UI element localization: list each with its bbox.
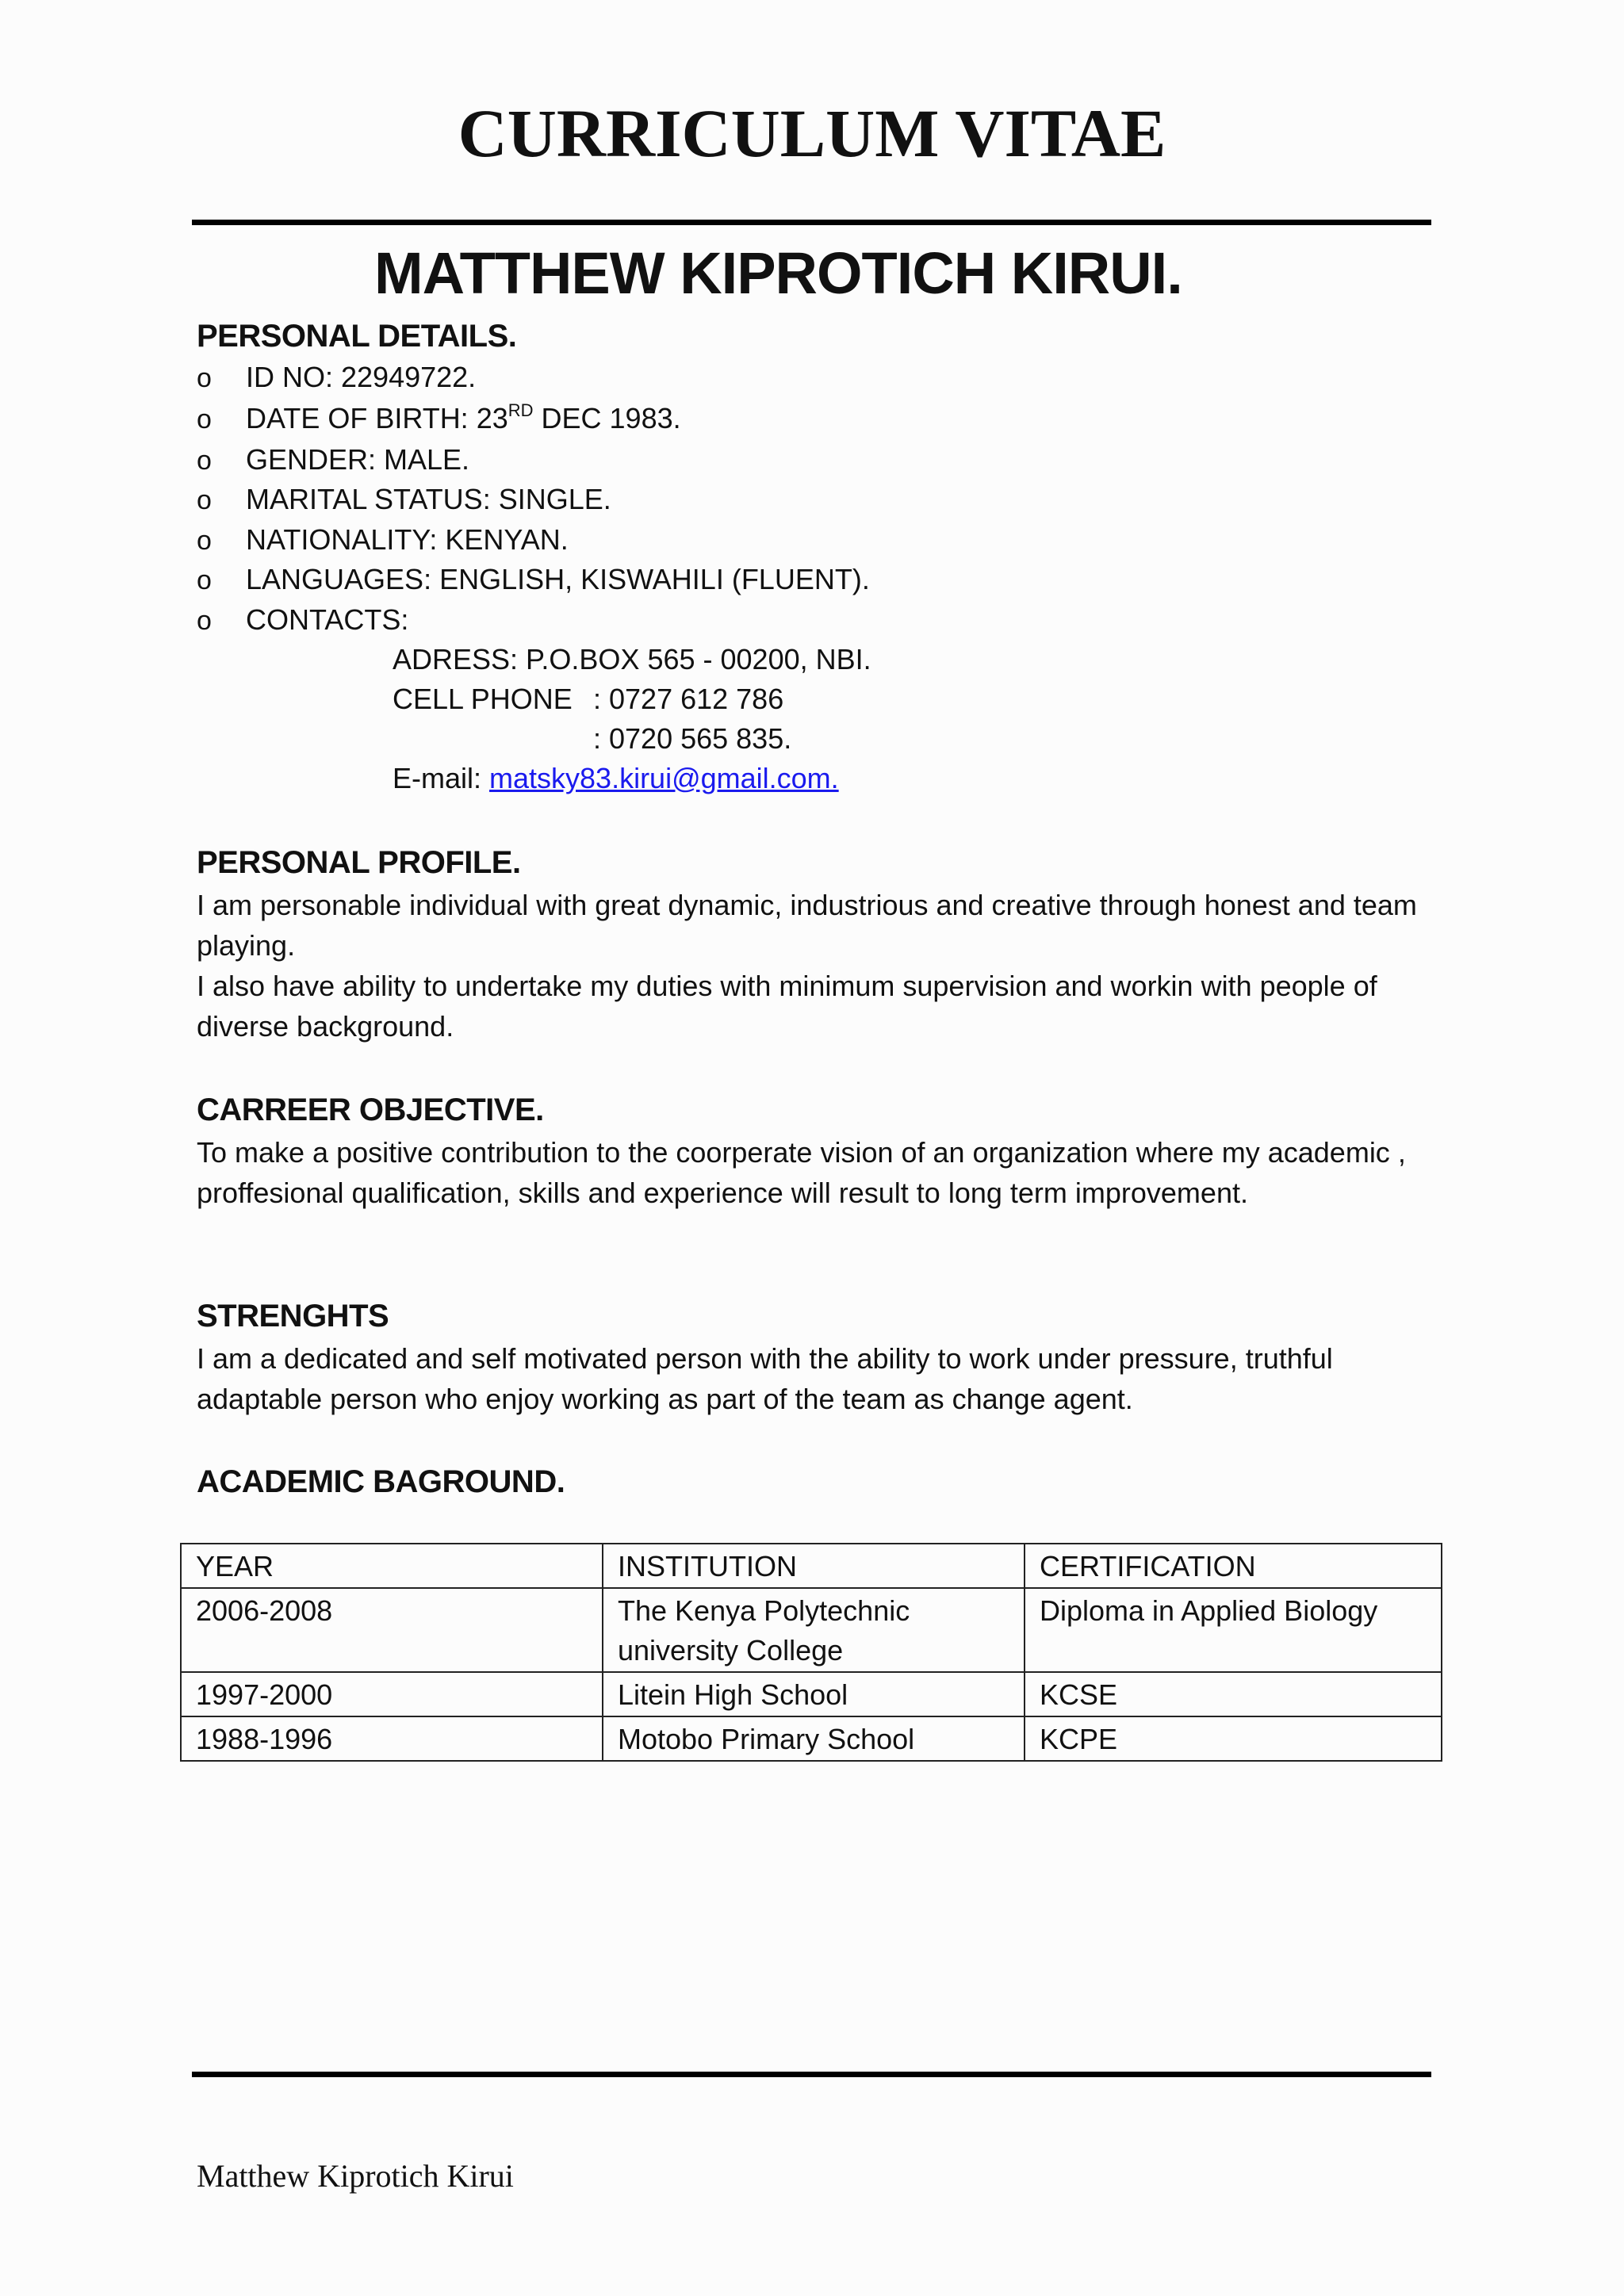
document-title: CURRICULUM VITAE bbox=[458, 95, 1166, 171]
table-header-row bbox=[181, 1544, 1442, 1588]
detail-nationality bbox=[197, 520, 569, 561]
contact-address: ADRESS: P.O.BOX 565 - 00200, NBI. bbox=[393, 643, 871, 675]
table-cell-institution: The Kenya Polytechnic university College bbox=[603, 1588, 1025, 1672]
personal-profile-heading: PERSONAL PROFILE. bbox=[197, 845, 521, 880]
nationality-text: NATIONALITY: KENYAN. bbox=[246, 523, 569, 556]
career-objective-heading: CARREER OBJECTIVE. bbox=[197, 1093, 544, 1127]
bullet-icon: o bbox=[197, 606, 212, 636]
table-row bbox=[181, 1588, 1442, 1672]
table-cell-year: 2006-2008 bbox=[181, 1588, 603, 1672]
detail-marital-status bbox=[197, 480, 611, 520]
dob-suffix: DEC 1983. bbox=[533, 402, 681, 434]
academic-heading: ACADEMIC BAGROUND. bbox=[197, 1464, 565, 1499]
career-objective-text: To make a positive contribution to the coorperate vision of an organization where my academic , proffesional qualification, skills and experience will result to long term improvement. bbox=[197, 1136, 1406, 1209]
email-label: E-mail: bbox=[393, 762, 490, 794]
email-link[interactable]: matsky83.kirui@gmail.com. bbox=[489, 762, 839, 794]
profile-paragraph-2: I also have ability to undertake my duties with minimum supervision and workin with people of diverse background. bbox=[197, 970, 1377, 1043]
bullet-icon: o bbox=[197, 404, 212, 434]
languages-text: LANGUAGES: ENGLISH, KISWAHILI (FLUENT). bbox=[246, 563, 870, 595]
candidate-name: MATTHEW KIPROTICH KIRUI. bbox=[374, 240, 1182, 306]
detail-date-of-birth bbox=[197, 399, 681, 439]
gender-text: GENDER: MALE. bbox=[246, 443, 470, 476]
bullet-icon: o bbox=[197, 446, 212, 476]
bullet-icon: o bbox=[197, 363, 212, 393]
table-cell-year: 1997-2000 bbox=[181, 1672, 603, 1716]
personal-details-heading: PERSONAL DETAILS. bbox=[197, 319, 517, 354]
marital-status-text: MARITAL STATUS: SINGLE. bbox=[246, 483, 611, 515]
detail-id-no bbox=[197, 358, 476, 398]
footer-divider bbox=[192, 2072, 1431, 2077]
header-divider bbox=[192, 220, 1431, 225]
column-header-institution: INSTITUTION bbox=[603, 1544, 1025, 1588]
academic-table bbox=[180, 1543, 1442, 1762]
table-cell-certification: KCSE bbox=[1025, 1672, 1442, 1716]
detail-contacts bbox=[197, 600, 408, 641]
table-cell-certification: Diploma in Applied Biology bbox=[1025, 1588, 1442, 1672]
career-objective-body bbox=[197, 1132, 1450, 1213]
table-cell-year: 1988-1996 bbox=[181, 1716, 603, 1761]
table-row bbox=[181, 1716, 1442, 1761]
contact-cell-label: CELL PHONE bbox=[393, 683, 573, 715]
bullet-icon: o bbox=[197, 565, 212, 595]
profile-paragraph-1: I am personable individual with great dynamic, industrious and creative through honest and team playing. bbox=[197, 889, 1417, 962]
strengths-text: I am a dedicated and self motivated person with the ability to work under pressure, truthful adaptable person who enjoy working as part of the team as change agent. bbox=[197, 1342, 1333, 1415]
column-header-year: YEAR bbox=[181, 1544, 603, 1588]
table-row bbox=[181, 1672, 1442, 1716]
bullet-icon: o bbox=[197, 526, 212, 556]
bullet-icon: o bbox=[197, 485, 212, 515]
strengths-heading: STRENGHTS bbox=[197, 1299, 389, 1334]
id-no-text: ID NO: 22949722. bbox=[246, 361, 477, 393]
detail-languages bbox=[197, 560, 870, 600]
contact-phone-1: : 0727 612 786 bbox=[593, 683, 784, 715]
table-cell-certification: KCPE bbox=[1025, 1716, 1442, 1761]
table-cell-institution: Litein High School bbox=[603, 1672, 1025, 1716]
detail-gender bbox=[197, 440, 469, 480]
column-header-certification: CERTIFICATION bbox=[1025, 1544, 1442, 1588]
strengths-body bbox=[197, 1338, 1450, 1419]
contact-email-row bbox=[393, 759, 839, 798]
footer-text: Matthew Kiprotich Kirui bbox=[197, 2158, 514, 2194]
dob-prefix: DATE OF BIRTH: 23 bbox=[246, 402, 508, 434]
contact-phone-2: : 0720 565 835. bbox=[593, 722, 792, 755]
dob-superscript: RD bbox=[508, 400, 534, 420]
personal-profile-body bbox=[197, 885, 1450, 1047]
contacts-label: CONTACTS: bbox=[246, 603, 409, 636]
table-cell-institution: Motobo Primary School bbox=[603, 1716, 1025, 1761]
